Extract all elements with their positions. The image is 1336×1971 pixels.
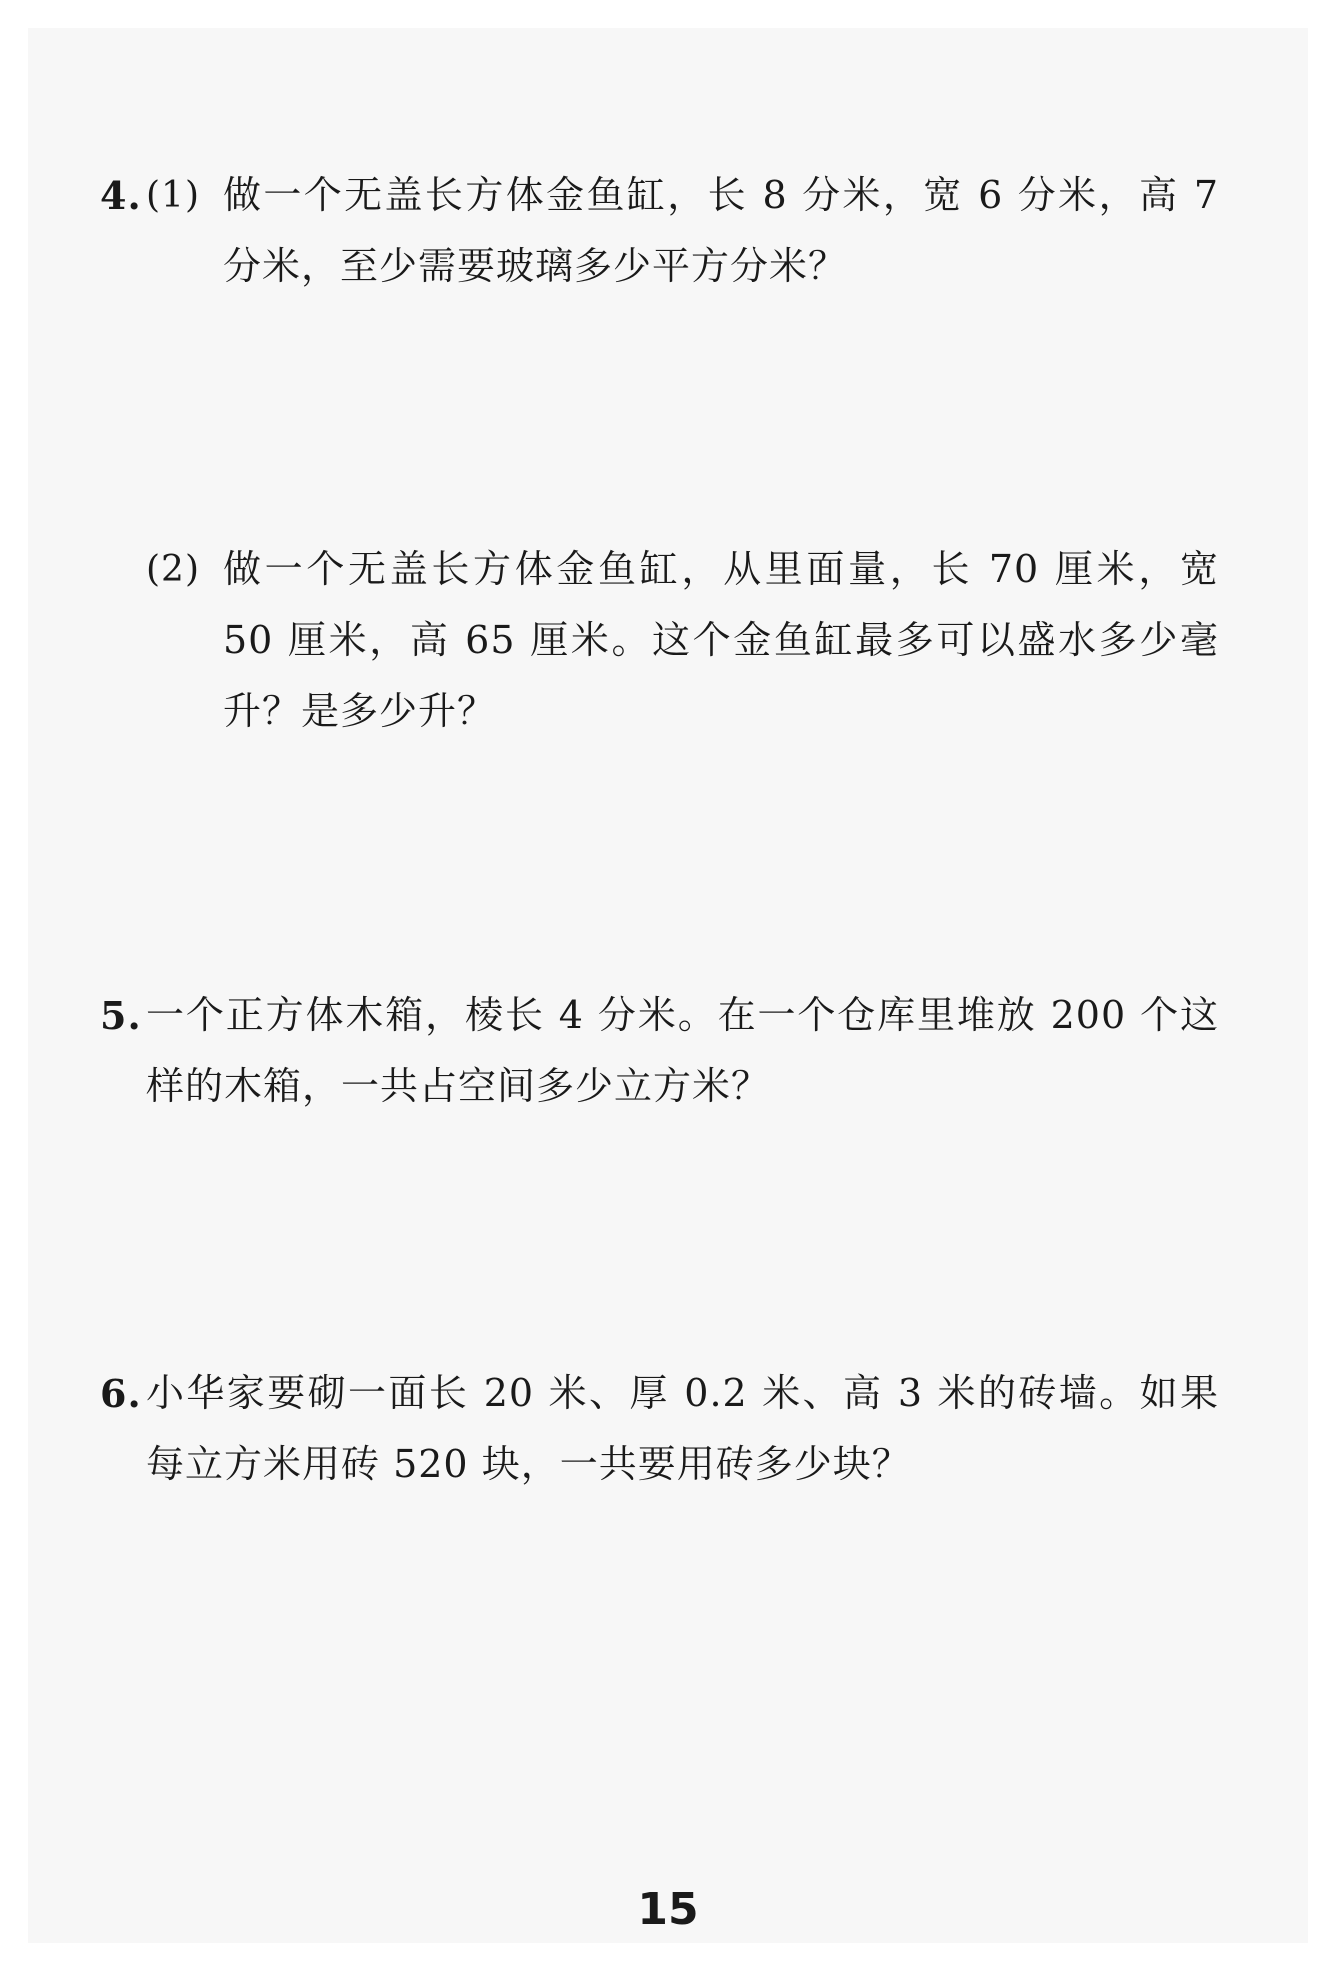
sub-question-label: (1) — [146, 175, 200, 216]
problem-number: 6. — [100, 1371, 142, 1416]
sub-question-label: (2) — [146, 549, 200, 590]
question-text: 做一个无盖长方体金鱼缸，从里面量，长 70 厘米，宽 50 厘米，高 65 厘米。这个金鱼缸最多可以盛水多少毫升？是多少升？ — [223, 547, 1219, 733]
question-text: 一个正方体木箱，棱长 4 分米。在一个仓库里堆放 200 个这样的木箱，一共占空间多少立方米？ — [146, 993, 1219, 1108]
page-number: 15 — [637, 1884, 699, 1935]
problem-4-part-2 — [100, 534, 1220, 754]
question-text: 做一个无盖长方体金鱼缸，长 8 分米，宽 6 分米，高 7 分米，至少需要玻璃多少平方分米？ — [223, 173, 1219, 288]
problem-6 — [100, 1358, 1220, 1508]
problem-number: 4. — [100, 173, 142, 218]
question-text: 小华家要砌一面长 20 米、厚 0.2 米、高 3 米的砖墙。如果每立方米用砖 520 块，一共要用砖多少块？ — [146, 1371, 1219, 1486]
problem-number: 5. — [100, 993, 142, 1038]
problem-4-part-1 — [100, 160, 1220, 310]
problem-5 — [100, 980, 1220, 1130]
